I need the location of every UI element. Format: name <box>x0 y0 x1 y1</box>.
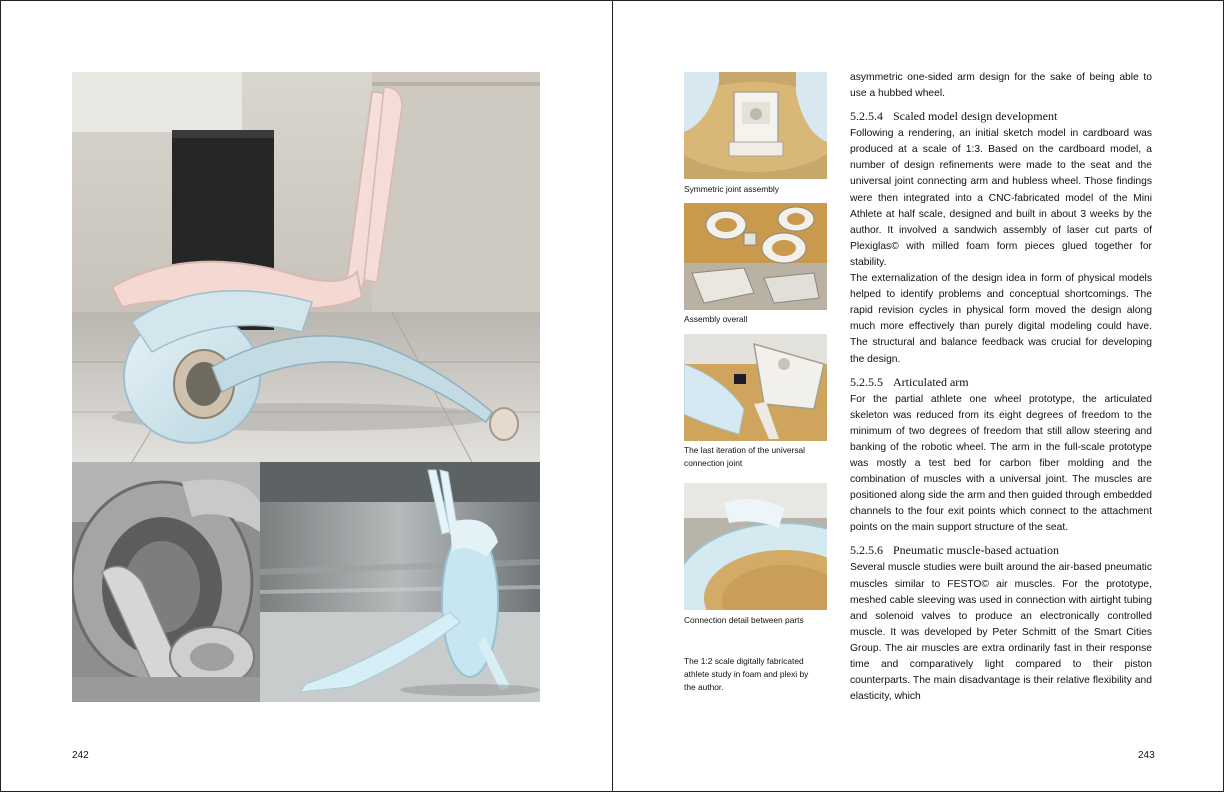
body-paragraph: The externalization of the design idea in form of physical models helped to identify problems and conceptual shortcomings. The rapid revision cycles in physical form moved the design along much more effectively than purely digital modeling could have. The structural and balance feedback was crucial for developing the design. <box>850 273 1152 365</box>
body-text-column <box>850 70 1152 705</box>
symmetric-joint-photo <box>684 72 827 179</box>
section-heading <box>850 108 1152 124</box>
caption-main-photo: The 1:2 scale digitally fabricated athlete study in foam and plexi by the author. <box>684 656 809 692</box>
page-number-right: 243 <box>1138 750 1155 761</box>
caption-connection-detail: Connection detail between parts <box>684 615 804 625</box>
main-athlete-photo <box>72 72 540 462</box>
intro-paragraph: asymmetric one-sided arm design for the sake of being able to use a hubbed wheel. <box>850 72 1152 100</box>
caption-symmetric-joint: Symmetric joint assembly <box>684 184 779 194</box>
section-number: 5.2.5.5 <box>850 374 883 389</box>
body-paragraph: For the partial athlete one wheel prototype, the articulated skeleton was reduced from its eight degrees of freedom to the minimum of two degrees of freedom that still allow steering and banking of the robotic wheel. The arm in the full-scale prototype was mostly a test bed for carbon fiber molding and the combination of muscles with a universal joint. The muscles are positioned along side the arm and then guided through embedded channels to the four exit points which connect to the attachment points on the main support structure of the seat. <box>850 393 1152 534</box>
section-heading <box>850 374 1152 390</box>
page-gutter <box>612 0 613 792</box>
wheel-closeup-photo <box>72 462 260 702</box>
caption-assembly-overall: Assembly overall <box>684 314 748 324</box>
section-title: Articulated arm <box>893 374 969 389</box>
body-paragraph: Following a rendering, an initial sketch model in cardboard was produced at a scale of 1:3. Based on the cardboard model, a number of design refinements were made to the seat and the universal joint connecting arm and hubless wheel. Those findings were then integrated into a CNC-fabricated model of the Mini Athlete at half scale, designed and built in about 3 weeks by the author. It involved a sandwich assembly of laser cut parts of Plexiglas© with milled foam form pieces glued together for stability. <box>850 128 1152 268</box>
assembly-overall-photo <box>684 203 827 310</box>
body-paragraph: Several muscle studies were built around the air-based pneumatic muscles similar to FESTO© air muscles. For the prototype, meshed cable sleeving was used in connection with airtight tubing and solenoid valves to produce an electronically controlled muscle. It was developed by Peter Schmitt of the Smart Cities Group. The air muscles are extra ordinarily fast in their response time and comparatively light compared to their piston counterparts. The main disadvantage is their relative flexibility and elasticity, which <box>850 562 1152 703</box>
connection-joint-photo <box>684 334 827 441</box>
page-number-left: 242 <box>72 750 89 761</box>
section-title: Scaled model design development <box>893 109 1058 124</box>
section-number: 5.2.5.6 <box>850 543 883 558</box>
section-title: Pneumatic muscle-based actuation <box>893 543 1059 558</box>
section-heading <box>850 542 1152 558</box>
caption-connection-joint: The last iteration of the universal connection joint <box>684 445 806 468</box>
section-number: 5.2.5.4 <box>850 109 883 124</box>
connection-detail-photo <box>684 483 827 610</box>
athlete-motion-photo <box>260 462 540 702</box>
